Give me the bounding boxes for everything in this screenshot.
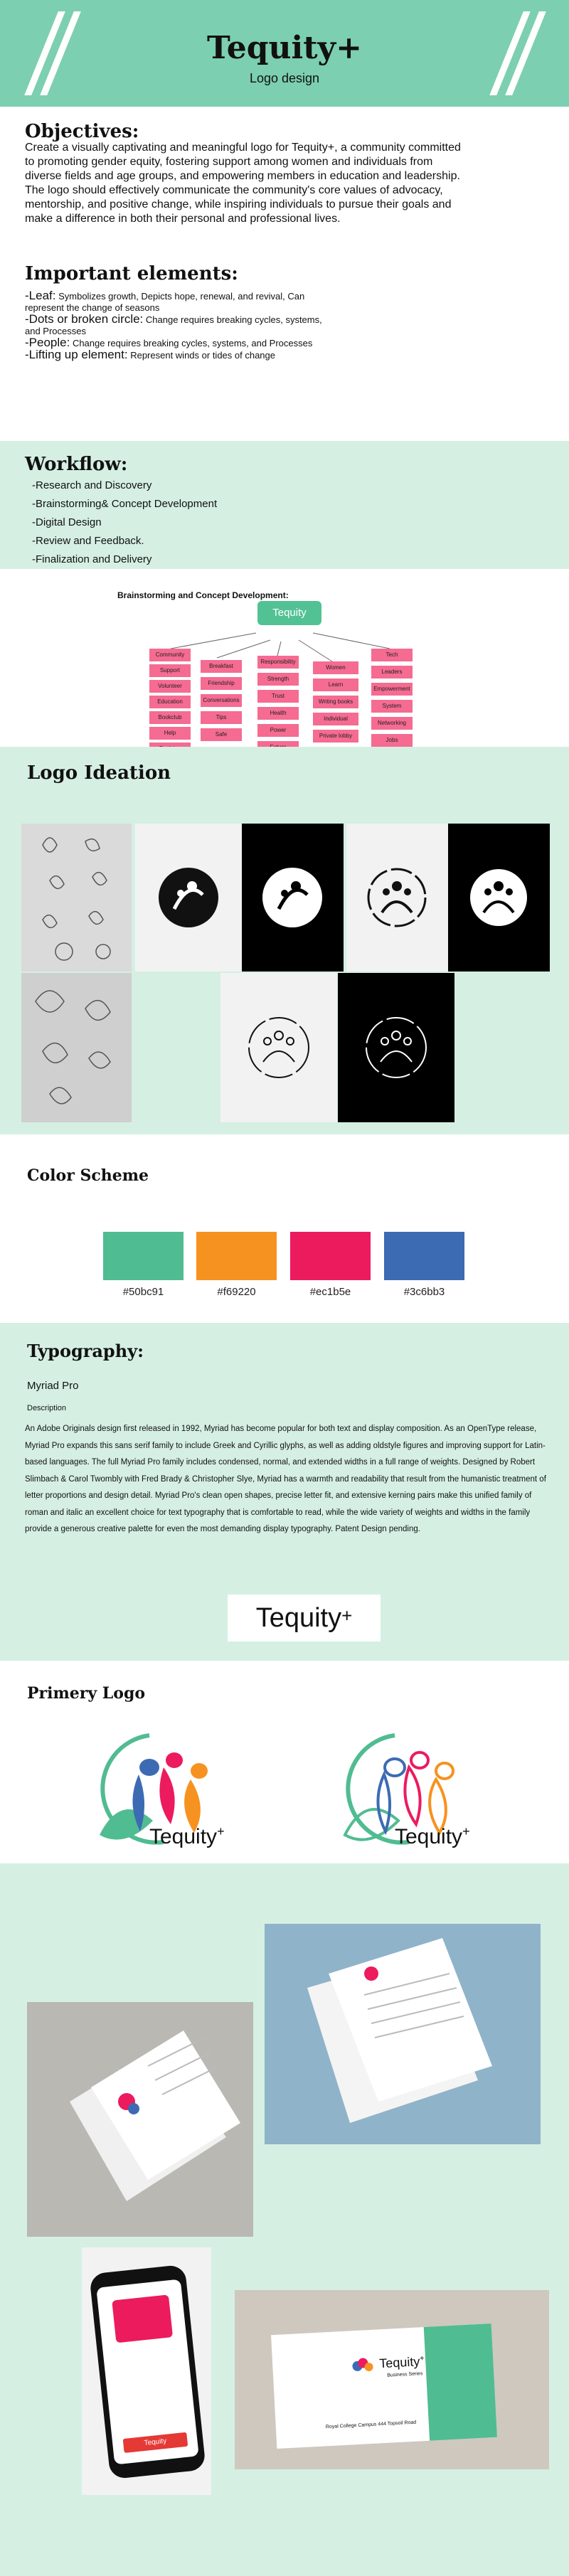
workflow-step: -Brainstorming& Concept Development [32,498,218,510]
brainstorm-root: Tequity [257,601,321,625]
font-sample-box [228,1595,381,1641]
primary-logo-wordmark: Tequity+ [395,1824,470,1848]
workflow-list [32,477,217,569]
logo-concept-icon [338,973,454,1122]
logo-concept-icon [220,973,337,1122]
brainstorm-node: Jobs [371,734,413,747]
brainstorm-node: Tech [371,649,413,661]
brainstorm-node: Help [149,727,191,740]
logo-concept-icon [448,824,550,972]
objectives-line: to promoting gender equity, fostering support among women and individuals from [25,156,433,168]
brainstorm-node: Individual [313,713,358,725]
logo-concept-icon [242,824,344,972]
objectives-heading: Objectives: [25,121,139,142]
description-label: Description [27,1404,67,1412]
color-swatch [384,1232,464,1280]
color-swatch-label: #50bc91 [122,1286,164,1298]
card-logo-icon [346,2351,376,2381]
workflow-step: -Finalization and Delivery [32,553,152,565]
brainstorm-node: Conversations [201,694,242,707]
color-swatch-label: #f69220 [217,1286,256,1298]
brainstorm-node: Private lobby [313,730,358,743]
primary-logo-colored [71,1721,256,1849]
phone-mockup-photo [82,2247,211,2495]
brainstorm-node: Health [257,707,299,720]
typography-description: An Adobe Originals design first released in 1992, Myriad has become popular for both text and display composition. As an OpenType release, Myriad Pro expands this sans serif family to include Greek and Cyrillic glyphs, as well as adding oldstyle figures and improving support for Latin-based languages. The full Myriad Pro family includes condensed, normal, and extended widths in a full range of weights. Designed by Robert Slimbach & Carol Twombly with Fred Brady & Christopher Slye, Myriad has a warmth and readability that result from the humanistic treatment of letter proportions and design detail. Myriad Pro's clean open shapes, precise letter fit, and extensive kerning pairs make this unified family of roman and italic an excellent choice for text typography that is comfortable to read, while the wide variety of weights and widths in the family provide a generous creative palette for even the most demanding display typography. Patent Design pending. [25,1425,546,1533]
color-swatch [103,1232,184,1280]
sketch-image [21,824,132,972]
primary-logo-outline [317,1721,501,1849]
brainstorm-node: Volunteer [149,680,191,693]
card-wordmark: Tequity+ [378,2353,425,2371]
page-title: Tequity+ [207,30,362,66]
brainstorm-node: Writing books [313,696,358,708]
sketch-drawing [21,824,132,972]
logo-tile-light [135,824,242,972]
objectives-line: The logo should effectively communicate the community's core values of advocacy, [25,184,443,196]
logo-tile-light [346,824,448,972]
workflow-section [0,441,569,569]
brainstorm-node: Safe [201,728,242,741]
objectives-line: Create a visually captivating and meaningful logo for Tequity+, a community committed [25,142,461,154]
ideation-heading: Logo Ideation [27,762,171,784]
phone-screen [96,2279,198,2464]
objectives-line: mentorship, and positive change, while inspiring individuals to pursue their goals and [25,198,452,211]
brainstorm-node: Breakfast [201,660,242,673]
paper-stack-image [265,1924,541,2144]
brainstorm-node: Friendship [201,677,242,690]
brainstorm-node: System [371,700,413,713]
brainstorm-node: Leaders [371,666,413,678]
brainstorm-node: Education [149,696,191,708]
header-banner [0,0,569,107]
brainstorm-node: Learn [313,678,358,691]
business-card-mockup [235,2290,549,2469]
objectives-line: diverse fields and age groups, and empowering members in education and leadership. [25,170,460,182]
brainstorm-node: Strength [257,673,299,686]
workflow-step: -Research and Discovery [32,479,152,491]
card-address: Royal College Campus 444 Topsoil Road [325,2420,417,2430]
objectives-line: make a difference in both their personal and professional lives. [25,213,341,225]
logo-concept-icon [135,824,242,972]
workflow-heading: Workflow: [25,454,128,475]
paper-mockup-blue [265,1924,541,2144]
phone-hero-image [112,2294,173,2343]
element-people: -People: Change requires breaking cycles, systems, and Processes [25,336,313,349]
card-tagline: Business Series [387,2371,423,2378]
element-lifting: -Lifting up element: Represent winds or tides of change [25,348,275,361]
brainstorm-node: Power [257,724,299,737]
sketch-image [21,973,132,1122]
color-scheme-heading: Color Scheme [27,1166,149,1185]
logo-tile-light [220,973,337,1122]
color-swatch [290,1232,371,1280]
logo-concept-icon [346,824,448,972]
brainstorm-node: Tips [201,711,242,724]
brainstorm-node: Bookclub [149,711,191,724]
sketch-drawing [21,973,132,1122]
brainstorm-node: Networking [371,717,413,730]
font-sample-sup: + [341,1604,353,1627]
workflow-step: -Review and Feedback. [32,535,144,547]
primary-logo-heading: Primery Logo [27,1684,145,1703]
typography-heading: Typography: [27,1341,144,1361]
font-sample-text: Tequity [255,1603,342,1633]
color-swatch-label: #3c6bb3 [403,1286,445,1298]
typography-section [0,1323,569,1661]
paper-mockup-grey [27,2002,253,2237]
element-dots-desc: and Processes [25,326,86,336]
font-name: Myriad Pro [27,1380,79,1392]
primary-logo-wordmark: Tequity+ [149,1824,225,1848]
mockups-section [0,1863,569,2576]
brainstorm-node: Trust [257,690,299,703]
business-card [271,2324,497,2449]
brainstorm-node: Community [149,649,191,661]
element-leaf: -Leaf: Symbolizes growth, Depicts hope, renewal, and revival, Can [25,289,305,302]
element-dots: -Dots or broken circle: Change requires breaking cycles, systems, [25,312,322,326]
logo-tile-dark [448,824,550,972]
logo-ideation-section [0,747,569,1134]
card-accent [424,2324,497,2441]
brainstorm-node: Women [313,661,358,674]
logo-tile-dark [338,973,454,1122]
paper-stack-image [27,2002,253,2237]
phone-cta-button: Tequity [123,2432,188,2453]
element-leaf-desc: represent the change of seasons [25,302,160,313]
phone-device [89,2264,206,2480]
important-elements-list [25,290,551,361]
page-subtitle: Logo design [249,71,320,85]
workflow-step: -Digital Design [32,516,102,528]
color-swatch [196,1232,277,1280]
brainstorm-heading: Brainstorming and Concept Development: [117,590,289,600]
color-swatch-label: #ec1b5e [309,1286,351,1298]
important-elements-heading: Important elements: [25,263,238,284]
brainstorm-node: Responsibility [257,656,299,669]
brainstorm-node: Support [149,664,191,677]
objectives-text [25,141,551,226]
logo-tile-dark [242,824,344,972]
brainstorm-node: Empowerment [371,683,413,696]
